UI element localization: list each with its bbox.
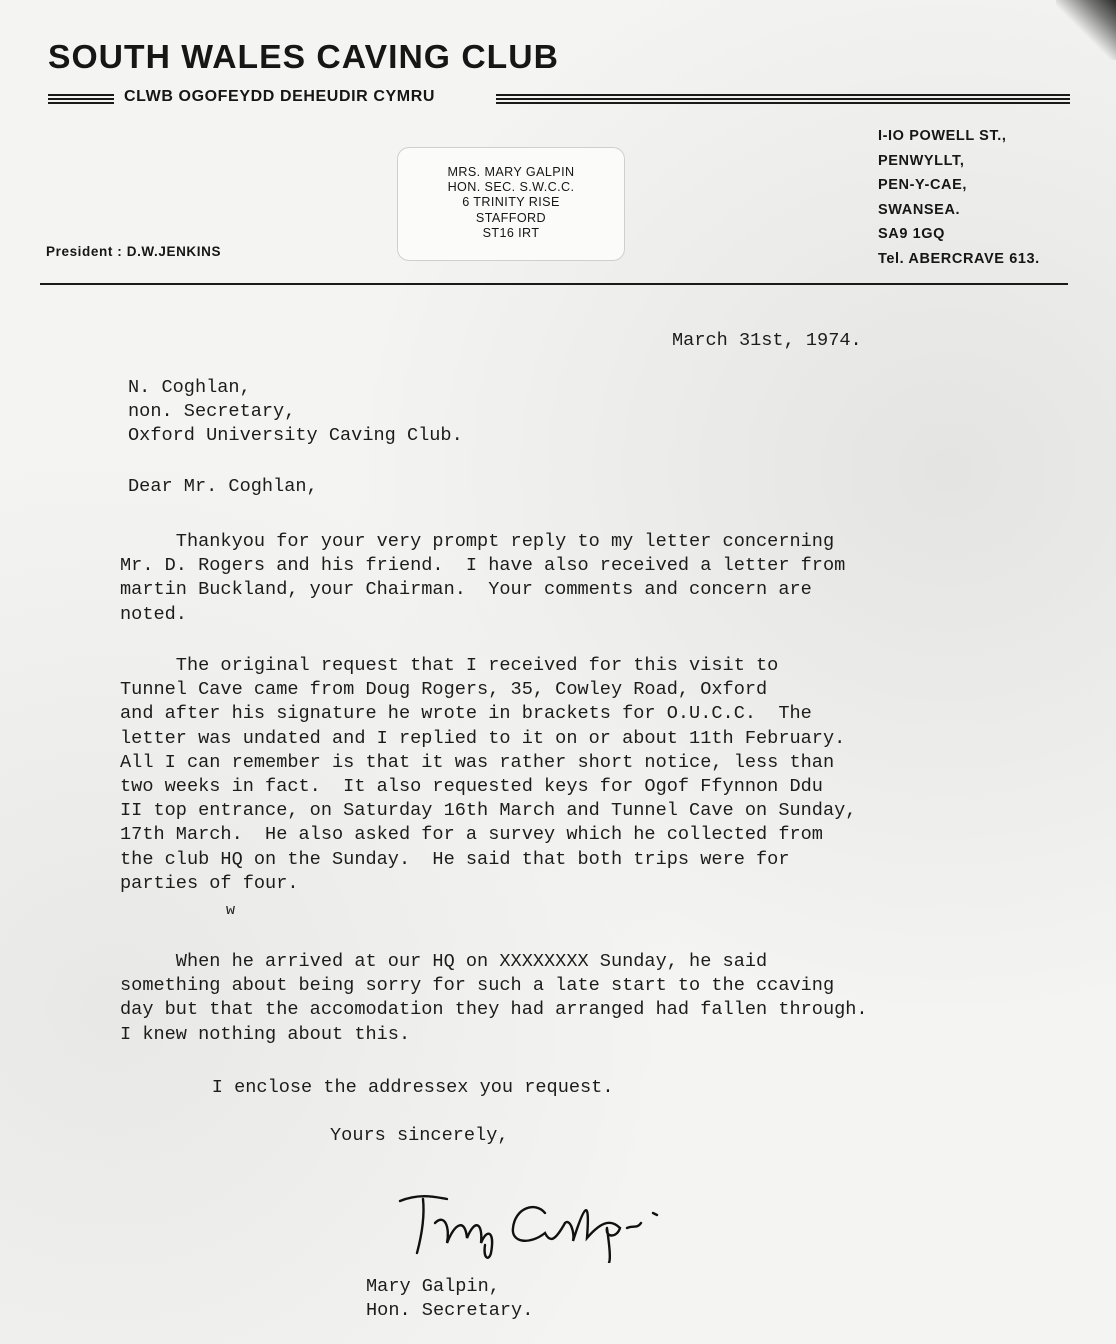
recipient-line: N. Coghlan,: [128, 377, 251, 398]
text-line: When he arrived at our HQ on XXXXXXXX Sunday, he said: [120, 951, 768, 972]
paragraph-3: [120, 950, 868, 1047]
text-line: the club HQ on the Sunday. He said that both trips were for: [120, 848, 790, 870]
secretary-line: MRS. MARY GALPIN: [447, 165, 575, 179]
address-line: SWANSEA.: [878, 201, 961, 218]
recipient-line: Oxford University Caving Club.: [128, 425, 463, 447]
text-line: day but that the accomodation they had arranged had fallen through.: [120, 999, 868, 1021]
text-line: noted.: [120, 603, 187, 625]
welsh-club-name: CLWB OGOFEYDD DEHEUDIR CYMRU: [118, 88, 441, 106]
paragraph-4: I enclose the addressex you request.: [156, 1077, 614, 1098]
text-line: The original request that I received for this visit to: [120, 655, 779, 676]
text-line: Tunnel Cave came from Doug Rogers, 35, Cowley Road, Oxford: [120, 679, 768, 701]
secretary-line: ST16 IRT: [482, 225, 540, 240]
recipient-line: non. Secretary,: [128, 401, 296, 423]
header-divider: [40, 283, 1068, 285]
signatory-name: Mary Galpin,: [366, 1276, 500, 1297]
text-line: letter was undated and I replied to it on or about 11th February.: [120, 727, 846, 749]
decorative-rule-left: [48, 94, 114, 105]
text-line: Mr. D. Rogers and his friend. I have also received a letter from: [120, 555, 846, 577]
signatory-title: Hon. Secretary.: [366, 1300, 534, 1321]
text-line: parties of four.: [120, 872, 299, 894]
letter-date: March 31st, 1974.: [672, 330, 862, 351]
text-line: All I can remember is that it was rather short notice, less than: [120, 751, 835, 773]
text-line: something about being sorry for such a late start to the ccaving: [120, 975, 835, 997]
text-line: and after his signature he wrote in brackets for O.U.C.C. The: [120, 703, 812, 725]
paragraph-2: [120, 654, 856, 896]
paragraph-1: [120, 530, 845, 627]
welsh-name-row: [48, 88, 1070, 112]
recipient-address: [128, 376, 463, 449]
salutation: Dear Mr. Coghlan,: [128, 476, 318, 497]
secretary-line: HON. SEC. S.W.C.C.: [447, 180, 575, 195]
closing: Yours sincerely,: [330, 1125, 509, 1146]
president-line: President : D.W.JENKINS: [46, 244, 222, 259]
text-line: Thankyou for your very prompt reply to my letter concerning: [120, 531, 835, 552]
text-line: martin Buckland, your Chairman. Your comments and concern are: [120, 579, 812, 601]
telephone-line: Tel. ABERCRAVE 613.: [878, 250, 1040, 267]
text-line: two weeks in fact. It also requested keys for Ogof Ffynnon Ddu: [120, 776, 823, 798]
address-line: PEN-Y-CAE,: [878, 177, 967, 193]
club-name: SOUTH WALES CAVING CLUB: [48, 38, 559, 75]
text-line: 17th March. He also asked for a survey which he collected from: [120, 824, 823, 846]
inserted-letter: w: [226, 902, 236, 919]
paper-corner-shadow: [1056, 0, 1116, 60]
signature-image: [395, 1183, 695, 1263]
text-line: I knew nothing about this.: [120, 1023, 411, 1045]
secretary-line: 6 TRINITY RISE: [462, 195, 560, 210]
club-address: [878, 124, 1040, 271]
text-line: II top entrance, on Saturday 16th March and Tunnel Cave on Sunday,: [120, 800, 857, 822]
decorative-rule-right: [496, 94, 1070, 105]
secretary-line: STAFFORD: [475, 210, 547, 225]
address-line: SA9 1GQ: [878, 226, 946, 242]
address-line: I-IO POWELL ST.,: [878, 128, 1007, 144]
address-line: PENWYLLT,: [878, 152, 965, 169]
secretary-address-label: [397, 147, 625, 261]
